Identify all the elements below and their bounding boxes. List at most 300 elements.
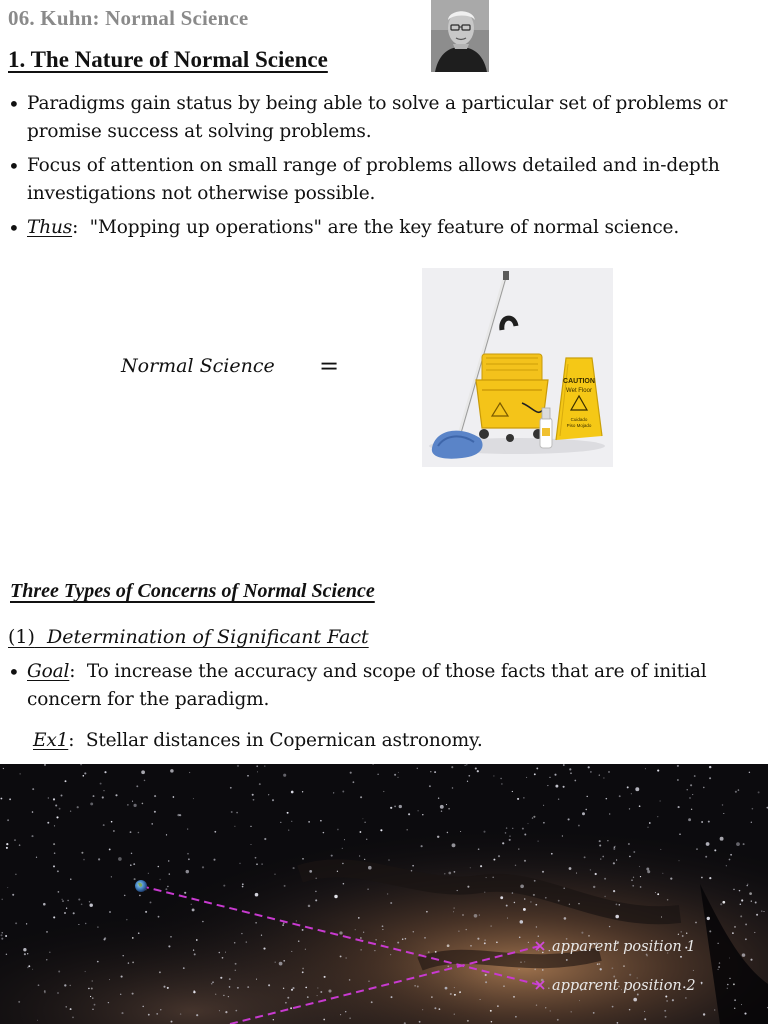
star-dot [323, 832, 324, 833]
star-dot [307, 996, 309, 998]
ex1-colon: : [68, 730, 75, 751]
star-dot [61, 795, 63, 797]
star-dot [394, 774, 396, 776]
star-dot [19, 844, 21, 846]
star-dot [256, 979, 257, 980]
star-dot [613, 848, 615, 850]
star-dot [460, 831, 461, 832]
star-dot [705, 856, 707, 858]
star-dot [633, 877, 634, 878]
star-dot [459, 992, 461, 994]
star-dot [586, 809, 587, 810]
star-dot [113, 830, 115, 832]
star-dot [633, 998, 637, 1002]
star-dot [360, 937, 361, 938]
star-dot [629, 1009, 631, 1011]
star-dot [349, 1018, 350, 1019]
earth-icon [135, 880, 147, 892]
star-dot [563, 786, 565, 788]
star-dot [402, 938, 404, 940]
star-dot [256, 863, 258, 865]
star-dot [542, 871, 544, 873]
star-dot [235, 963, 237, 965]
star-dot [380, 829, 382, 831]
star-dot [242, 886, 244, 888]
star-dot [268, 794, 269, 795]
star-dot [588, 935, 590, 937]
star-dot [599, 840, 601, 842]
star-dot [440, 805, 444, 809]
star-dot [398, 772, 399, 773]
star-dot [257, 771, 258, 772]
star-dot [468, 775, 470, 777]
star-dot [752, 808, 754, 810]
star-dot [287, 812, 289, 814]
star-dot [78, 898, 80, 900]
star-dot [734, 1008, 735, 1009]
star-dot [542, 952, 543, 953]
star-dot [85, 923, 86, 924]
star-dot [570, 1011, 572, 1013]
star-dot [429, 785, 431, 787]
star-dot [657, 816, 658, 817]
star-dot [545, 897, 547, 899]
star-dot [328, 989, 331, 992]
star-dot [189, 772, 190, 773]
star-dot [84, 772, 86, 774]
star-dot [171, 1021, 173, 1023]
star-dot [623, 965, 625, 967]
star-dot [527, 823, 528, 824]
star-dot [615, 915, 619, 919]
sign-caution-text: CAUTION [563, 378, 595, 385]
star-dot [486, 877, 487, 878]
star-dot [563, 888, 565, 890]
star-dot [722, 804, 723, 805]
star-dot [366, 839, 367, 840]
star-dot [315, 899, 317, 901]
star-dot [512, 791, 513, 792]
star-dot [445, 987, 448, 990]
star-dot [0, 934, 2, 936]
star-dot [647, 827, 648, 828]
star-dot [343, 883, 345, 885]
star-dot [419, 1021, 421, 1023]
star-dot [454, 994, 456, 996]
example-1 [33, 730, 483, 751]
star-dot [405, 938, 407, 940]
star-dot [729, 859, 731, 861]
star-dot [554, 774, 556, 776]
star-dot [368, 981, 369, 982]
star-dot [586, 796, 587, 797]
star-dot [480, 999, 481, 1000]
star-dot [302, 968, 304, 970]
star-dot [56, 816, 58, 818]
star-dot [512, 892, 514, 894]
star-dot [159, 879, 160, 880]
star-dot [758, 791, 760, 793]
star-dot [475, 767, 477, 769]
star-dot [477, 938, 479, 940]
star-dot [298, 940, 300, 942]
star-dot [390, 807, 392, 809]
star-dot [323, 1019, 325, 1021]
star-dot [450, 993, 452, 995]
star-dot [103, 824, 105, 826]
star-dot [666, 1000, 667, 1001]
star-dot [309, 870, 312, 873]
star-dot [70, 1008, 72, 1010]
star-dot [288, 829, 289, 830]
star-dot [523, 797, 524, 798]
star-dot [282, 924, 284, 926]
star-dot [538, 935, 539, 936]
star-dot [452, 843, 456, 847]
star-dot [742, 953, 746, 957]
star-dot [557, 1019, 559, 1021]
star-dot [53, 798, 55, 800]
star-dot [223, 995, 224, 996]
star-dot [59, 808, 61, 810]
star-dot [533, 894, 535, 896]
star-dot [202, 866, 204, 868]
star-dot [9, 798, 11, 800]
star-dot [293, 867, 295, 869]
star-dot [122, 955, 123, 956]
star-dot [291, 791, 294, 794]
star-dot [383, 791, 384, 792]
star-dot [428, 951, 430, 953]
star-dot [479, 915, 480, 916]
star-dot [6, 847, 8, 849]
star-dot [513, 996, 515, 998]
star-dot [707, 917, 710, 920]
star-dot [733, 889, 735, 891]
star-dot [727, 984, 729, 986]
star-dot [250, 826, 251, 827]
star-dot [454, 987, 455, 988]
star-dot [506, 827, 507, 828]
star-dot [252, 794, 254, 796]
star-dot [377, 774, 378, 775]
star-dot [732, 932, 734, 934]
star-dot [273, 1019, 274, 1020]
star-dot [563, 764, 565, 766]
star-dot [73, 912, 75, 914]
bullet-text: "Mopping up operations" are the key feature of normal science. [89, 217, 680, 238]
star-dot [358, 917, 360, 919]
star-dot [665, 995, 667, 997]
star-dot [477, 770, 479, 772]
star-dot [367, 888, 369, 890]
star-dot [37, 1020, 38, 1021]
star-dot [485, 974, 487, 976]
sign-cuidado-text: Cuidado [570, 417, 588, 422]
star-dot [211, 983, 213, 985]
star-dot [751, 900, 752, 901]
star-dot [598, 963, 600, 965]
star-dot [90, 996, 91, 997]
star-dot [558, 900, 560, 902]
star-dot [390, 902, 392, 904]
star-dot [132, 937, 134, 939]
star-dot [264, 838, 266, 840]
bullet-text: Focus of attention on small range of problems allows detailed and in-depth investigations not otherwise possible. [27, 155, 720, 204]
star-dot [32, 811, 34, 813]
star-dot [607, 840, 608, 841]
star-dot [530, 901, 532, 903]
star-dot [751, 822, 752, 823]
star-dot [729, 978, 730, 979]
star-dot [602, 856, 604, 858]
star-dot [78, 924, 79, 925]
star-dot [465, 765, 466, 766]
star-dot [170, 769, 174, 773]
star-dot [62, 899, 63, 900]
star-dot [496, 942, 498, 944]
star-dot [538, 950, 539, 951]
equation-left-term: Normal Science [121, 355, 275, 377]
star-dot [749, 892, 752, 895]
star-dot [600, 968, 602, 970]
parallax-starfield-image [0, 764, 768, 1024]
star-dot [515, 1016, 517, 1018]
star-dot [26, 923, 27, 924]
star-dot [512, 828, 513, 829]
star-dot [500, 778, 501, 779]
star-dot [542, 969, 543, 970]
concern-1-number: (1) [8, 626, 35, 648]
star-dot [749, 772, 750, 773]
star-dot [414, 985, 416, 987]
star-dot [491, 926, 492, 927]
star-dot [639, 805, 641, 807]
star-dot [283, 988, 284, 989]
star-dot [302, 929, 304, 931]
star-dot [537, 840, 538, 841]
star-dot [1, 938, 3, 940]
star-dot [287, 997, 289, 999]
star-dot [524, 898, 526, 900]
star-dot [165, 888, 167, 890]
star-dot [241, 933, 242, 934]
star-dot [447, 944, 450, 947]
star-dot [518, 848, 519, 849]
star-dot [247, 986, 249, 988]
star-dot [467, 886, 469, 888]
star-dot [435, 951, 437, 953]
star-dot [124, 895, 126, 897]
star-dot [720, 903, 722, 905]
star-dot [55, 804, 57, 806]
star-dot [72, 1017, 74, 1019]
star-dot [44, 990, 46, 992]
star-dot [532, 817, 533, 818]
star-dot [617, 1022, 619, 1024]
star-dot [645, 768, 646, 769]
star-dot [371, 1001, 373, 1003]
star-dot [315, 891, 317, 893]
star-dot [48, 797, 49, 798]
star-dot [608, 771, 609, 772]
star-dot [534, 773, 536, 775]
star-dot [743, 843, 745, 845]
list-item [8, 658, 748, 714]
star-dot [535, 904, 537, 906]
star-dot [448, 872, 451, 875]
star-dot [507, 918, 508, 919]
star-dot [70, 879, 71, 880]
star-dot [722, 901, 725, 904]
star-dot [503, 985, 505, 987]
star-dot [520, 920, 524, 924]
star-dot [141, 770, 145, 774]
star-dot [478, 848, 480, 850]
star-dot [350, 772, 352, 774]
star-dot [261, 863, 262, 864]
star-dot [635, 787, 639, 791]
star-dot [53, 865, 55, 867]
star-dot [679, 833, 680, 834]
star-dot [97, 961, 99, 963]
star-dot [317, 995, 318, 996]
star-dot [331, 855, 333, 857]
star-dot [523, 908, 526, 911]
star-dot [272, 799, 274, 801]
star-dot [701, 821, 703, 823]
star-dot [88, 988, 89, 989]
star-dot [193, 949, 194, 950]
star-dot [493, 859, 495, 861]
star-dot [515, 865, 516, 866]
star-dot [317, 987, 318, 988]
star-dot [134, 804, 137, 807]
list-item [8, 152, 748, 208]
star-dot [470, 945, 472, 947]
star-dot [340, 1014, 341, 1015]
star-dot [320, 820, 322, 822]
star-dot [714, 849, 716, 851]
star-dot [302, 791, 303, 792]
goal-list [8, 658, 748, 720]
star-dot [235, 970, 236, 971]
star-dot [457, 890, 458, 891]
star-dot [448, 808, 450, 810]
star-dot [430, 771, 431, 772]
star-dot [627, 786, 629, 788]
star-dot [593, 1012, 595, 1014]
star-dot [678, 806, 680, 808]
star-dot [364, 859, 365, 860]
star-dot [417, 810, 418, 811]
star-dot [291, 951, 292, 952]
star-dot [92, 1009, 93, 1010]
star-dot [595, 873, 597, 875]
star-dot [493, 775, 494, 776]
star-dot [660, 800, 661, 801]
star-dot [255, 857, 257, 859]
star-dot [92, 997, 93, 998]
star-dot [118, 857, 122, 861]
star-dot [534, 880, 536, 882]
star-dot [133, 863, 135, 865]
star-dot [741, 1004, 742, 1005]
star-dot [603, 777, 604, 778]
star-dot [337, 829, 339, 831]
star-dot [744, 1013, 746, 1015]
star-dot [406, 829, 408, 831]
star-dot [740, 903, 742, 905]
star-dot [283, 923, 285, 925]
star-dot [58, 891, 60, 893]
star-dot [212, 981, 214, 983]
star-dot [342, 791, 344, 793]
star-dot [616, 904, 618, 906]
star-dot [750, 959, 752, 961]
star-dot [342, 863, 343, 864]
star-dot [520, 884, 524, 888]
star-dot [387, 893, 388, 894]
concern-1-heading [8, 626, 369, 648]
star-dot [355, 929, 356, 930]
star-dot [138, 832, 140, 834]
star-dot [53, 843, 55, 845]
star-dot [363, 932, 364, 933]
star-dot [543, 822, 545, 824]
star-dot [533, 816, 535, 818]
sign-wet-floor-text: Wet Floor [566, 388, 592, 394]
star-dot [606, 798, 608, 800]
star-dot [613, 862, 615, 864]
star-dot [239, 863, 241, 865]
star-dot [388, 859, 390, 861]
star-dot [447, 965, 449, 967]
star-dot [739, 890, 741, 892]
star-dot [57, 992, 59, 994]
star-dot [154, 795, 156, 797]
star-dot [609, 813, 610, 814]
star-dot [38, 984, 40, 986]
star-dot [302, 858, 303, 859]
star-dot [44, 992, 45, 993]
star-dot [91, 988, 93, 990]
star-dot [213, 859, 215, 861]
star-dot [709, 777, 711, 779]
star-dot [65, 780, 67, 782]
star-dot [170, 936, 172, 938]
star-dot [578, 825, 580, 827]
star-dot [506, 905, 508, 907]
star-dot [756, 914, 758, 916]
star-dot [237, 987, 239, 989]
star-dot [726, 865, 727, 866]
star-dot [480, 865, 482, 867]
star-dot [629, 974, 631, 976]
star-dot [706, 842, 710, 846]
star-dot [285, 1002, 287, 1004]
star-dot [640, 876, 641, 877]
star-dot [691, 809, 692, 810]
star-dot [228, 996, 229, 997]
goal-label: Goal [27, 661, 70, 682]
star-dot [590, 869, 591, 870]
star-dot [139, 895, 141, 897]
star-dot [719, 962, 720, 963]
star-dot [0, 798, 2, 800]
star-dot [360, 796, 362, 798]
sign-piso-mojado-text: Piso Mojado [566, 423, 592, 428]
